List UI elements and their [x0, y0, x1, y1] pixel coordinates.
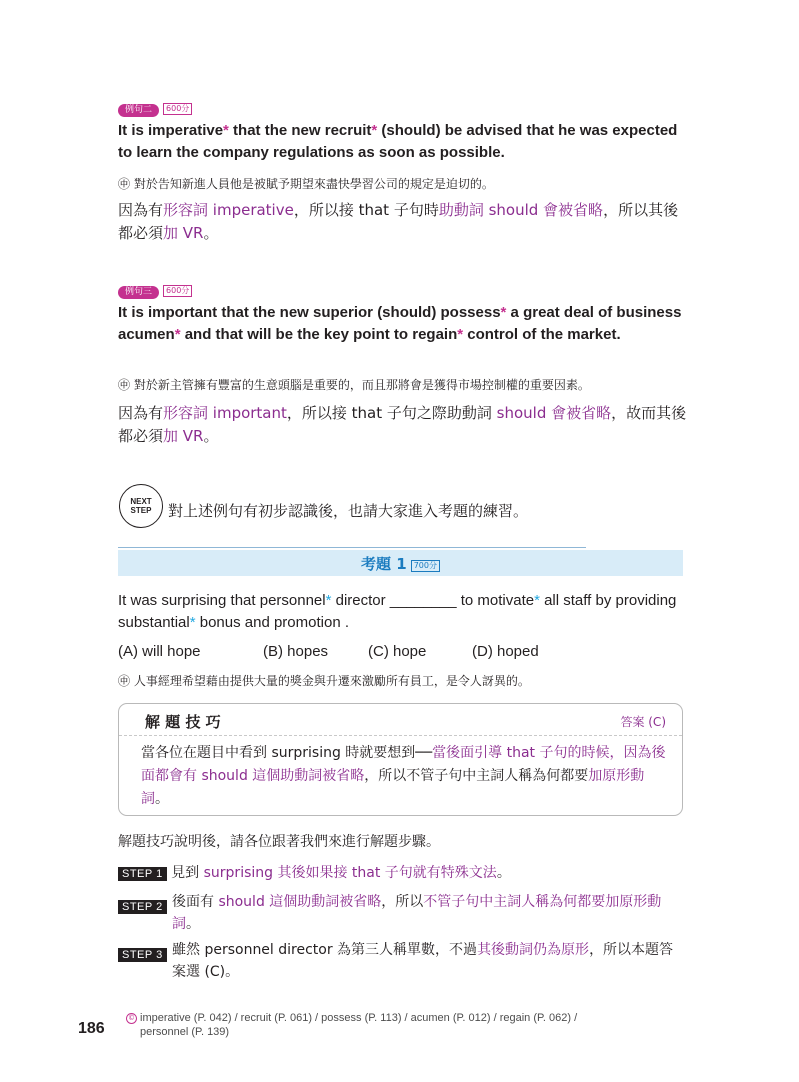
divider	[118, 547, 586, 548]
step-2: STEP 2 後面有 should 這個助動詞被省略，所以不管子句中主詞人稱為何都要加原形動詞。	[118, 891, 683, 935]
question-title: 考題 1	[361, 555, 407, 573]
level-badge: 700分	[411, 560, 440, 572]
vocab-references: imperative (P. 042) / recruit (P. 061) / possess (P. 113) / acumen (P. 012) / regain (P. 062) / personnel (P. 139)	[140, 1012, 578, 1038]
page-number: 186	[78, 1020, 105, 1037]
next-step-icon: NEXT STEP	[119, 484, 163, 528]
next-step-text: 對上述例句有初步認識後，也請大家進入考題的練習。	[168, 502, 529, 520]
level-badge: 600分	[163, 285, 192, 297]
steps-intro: 解題技巧說明後，請各位跟著我們來進行解題步驟。	[118, 834, 440, 850]
question-header	[118, 550, 683, 576]
example-tag: 例句二	[118, 104, 159, 117]
example2-explanation: 因為有形容詞 imperative，所以接 that 子句時助動詞 should 會被省略，所以其後都必須加 VR。	[118, 201, 679, 242]
step-label: STEP 3	[118, 948, 167, 962]
option-a: (A) will hope	[118, 643, 201, 660]
divider	[119, 735, 682, 736]
example2-sentence: It is imperative* that the new recruit* (should) be advised that he was expected to learn the company regulations as soon as possible.	[118, 122, 678, 161]
example-tag: 例句三	[118, 286, 159, 299]
option-c: (C) hope	[368, 643, 427, 660]
option-d: (D) hoped	[472, 643, 539, 660]
question-translation: ㊥ 人事經理希望藉由提供大量的獎金與升遷來激勵所有員工，是令人訝異的。	[118, 674, 530, 688]
tip-box-text: 當各位在題目中看到 surprising 時就要想到──當後面引導 that 子句的時候，因為後面都會有 should 這個助動詞被省略，所以不管子句中主詞人稱為何都要加原形動詞。	[141, 745, 666, 807]
answer-label: 答案 (C)	[620, 715, 666, 729]
reference-icon: ©	[128, 1014, 135, 1022]
example3-translation: ㊥ 對於新主管擁有豐富的生意頭腦是重要的，而且那將會是獲得市場控制權的重要因素。	[118, 378, 590, 392]
step-label: STEP 2	[118, 900, 167, 914]
example3-tag-row	[118, 279, 192, 299]
level-badge: 600分	[163, 103, 192, 115]
example2-tag-row	[118, 97, 192, 117]
example3-sentence: It is important that the new superior (should) possess* a great deal of business acumen* and that will be the key point to regain* control of the market.	[118, 304, 682, 343]
step-label: STEP 1	[118, 867, 167, 881]
tip-box	[118, 703, 683, 816]
tip-box-title: 解 題 技 巧	[145, 713, 221, 731]
example2-translation: ㊥ 對於告知新進人員他是被賦予期望來盡快學習公司的規定是迫切的。	[118, 177, 494, 191]
option-b: (B) hopes	[263, 643, 329, 660]
step-3: STEP 3 雖然 personnel director 為第三人稱單數，不過其後動詞仍為原形，所以本題答案選 (C)。	[118, 939, 683, 983]
step-1: STEP 1 見到 surprising 其後如果接 that 子句就有特殊文法。	[118, 862, 683, 884]
question-stem: It was surprising that personnel* director ________ to motivate* all staff by providing substantial* bonus and promotion .	[118, 592, 677, 631]
example3-explanation: 因為有形容詞 important，所以接 that 子句之際助動詞 should 會被省略，故而其後都必須加 VR。	[118, 404, 687, 445]
